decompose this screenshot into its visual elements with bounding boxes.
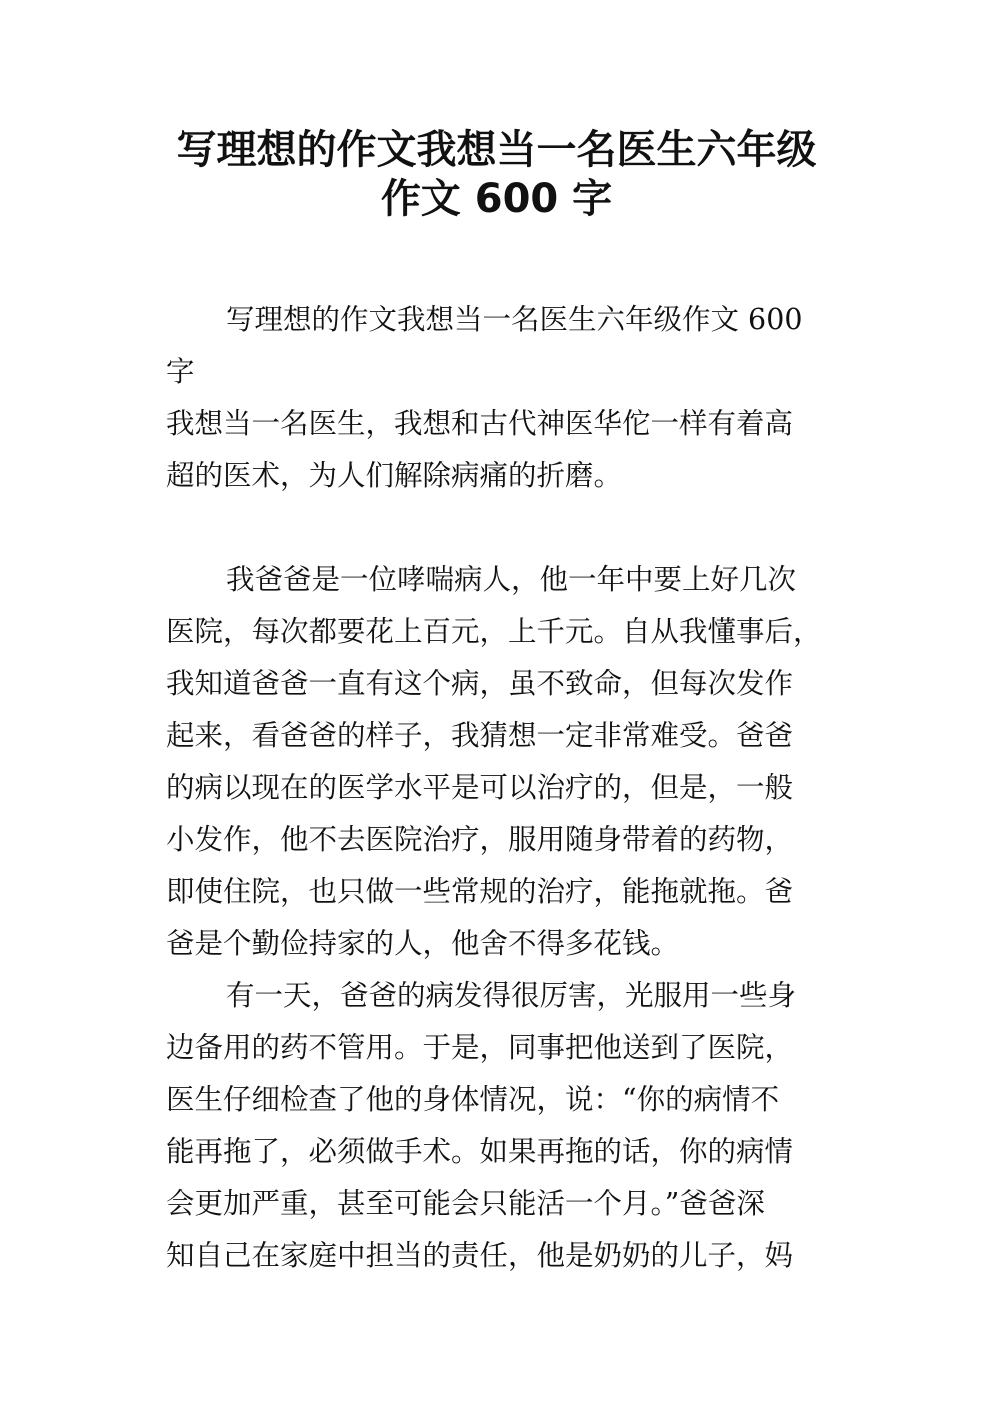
paragraph-line: 知自己在家庭中担当的责任，他是奶奶的儿子，妈 [166, 1239, 794, 1272]
paragraph-line: 写理想的作文我想当一名医生六年级作文 600 [226, 303, 803, 336]
paragraph-line: 超的医术，为人们解除病痛的折磨。 [166, 459, 623, 492]
paragraph-line: 边备用的药不管用。于是，同事把他送到了医院， [166, 1031, 794, 1064]
paragraph-line: 我爸爸是一位哮喘病人，他一年中要上好几次 [226, 563, 797, 596]
paragraph-line: 爸是个勤俭持家的人，他舍不得多花钱。 [166, 927, 680, 960]
paragraph-line: 即使住院，也只做一些常规的治疗，能拖就拖。爸 [166, 875, 794, 908]
document-title-line-1: 写理想的作文我想当一名医生六年级 [176, 127, 817, 173]
paragraph-line: 有一天，爸爸的病发得很厉害，光服用一些身 [226, 979, 797, 1012]
paragraph-line: 我知道爸爸一直有这个病，虽不致命，但每次发作 [166, 667, 794, 700]
paragraph-line: 起来，看爸爸的样子，我猜想一定非常难受。爸爸 [166, 719, 794, 752]
paragraph-line: 会更加严重，甚至可能会只能活一个月。”爸爸深 [166, 1187, 765, 1220]
paragraph-line: 的病以现在的医学水平是可以治疗的，但是，一般 [166, 771, 794, 804]
paragraph-line: 医院，每次都要花上百元，上千元。自从我懂事后， [166, 615, 822, 648]
paragraph-line: 医生仔细检查了他的身体情况，说：“你的病情不 [166, 1083, 780, 1116]
paragraph-line: 我想当一名医生，我想和古代神医华佗一样有着高 [166, 407, 794, 440]
paragraph-line: 字 [166, 355, 195, 388]
paragraph-line: 能再拖了，必须做手术。如果再拖的话，你的病情 [166, 1135, 794, 1168]
document-title-line-2: 作文 600 字 [380, 176, 613, 222]
paragraph-line: 小发作，他不去医院治疗，服用随身带着的药物， [166, 823, 794, 856]
